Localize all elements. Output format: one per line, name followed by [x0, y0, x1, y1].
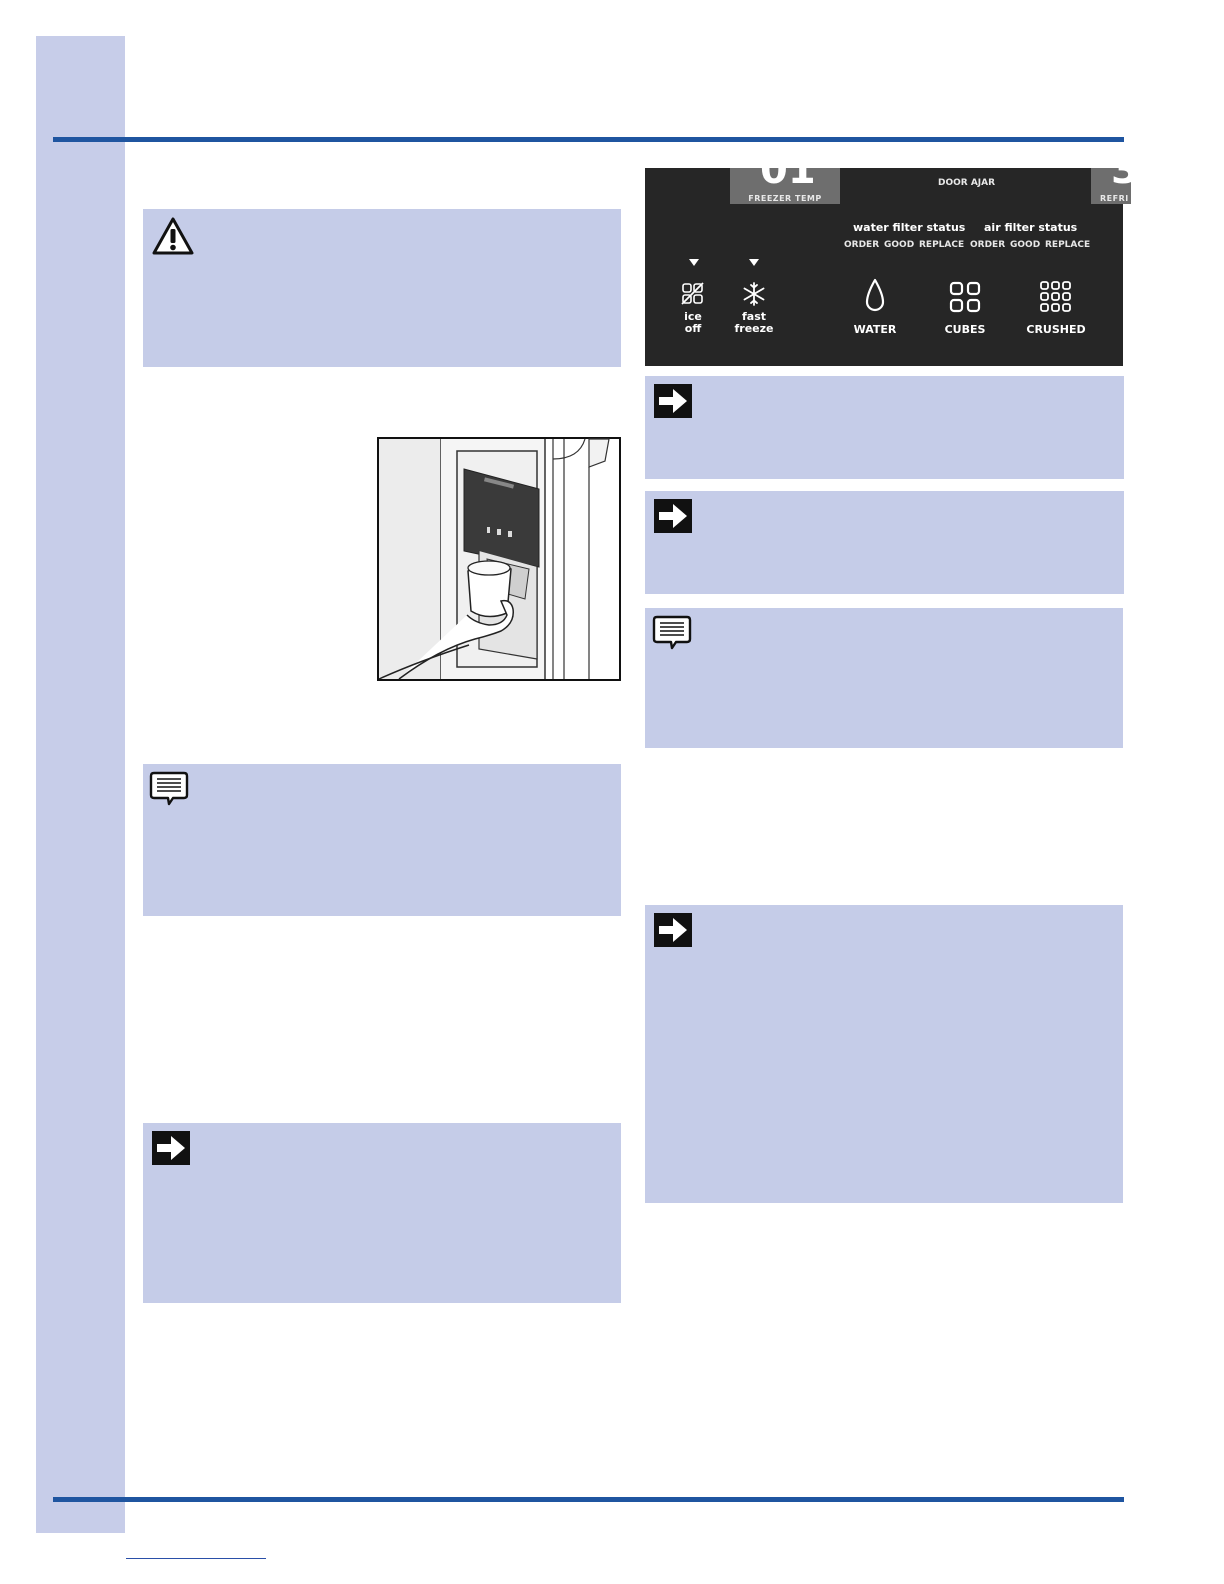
note-callout-right: [645, 608, 1123, 748]
crushed-button[interactable]: [1021, 280, 1091, 338]
footer-rule: [53, 1497, 1124, 1502]
water-filter-replace: REPLACE: [919, 240, 965, 250]
water-filter-order: ORDER: [844, 240, 880, 250]
footer-link-underline[interactable]: [126, 1558, 266, 1559]
air-filter-replace: REPLACE: [1045, 240, 1091, 250]
important-callout-right-1: [645, 376, 1124, 479]
ice-off-icon: [681, 282, 705, 306]
hand-filling-glass-drawing: [379, 439, 619, 679]
fast-freeze-indicator: [749, 259, 759, 266]
freezer-temp-digits: 01: [760, 147, 816, 193]
door-ajar-label: DOOR AJAR: [938, 178, 996, 188]
important-callout-left: [143, 1123, 621, 1303]
ice-off-label-line1: ice: [684, 310, 702, 323]
warning-callout: [143, 209, 621, 367]
dispenser-control-panel: [645, 147, 1139, 366]
arrow-right-icon: [654, 499, 692, 533]
arrow-right-icon: [654, 384, 692, 418]
ice-off-button[interactable]: [675, 282, 711, 340]
ice-off-indicator: [689, 259, 699, 266]
fast-freeze-label-line1: fast: [741, 310, 766, 323]
air-filter-order: ORDER: [970, 240, 1006, 250]
freezer-temp-display: [730, 147, 840, 204]
header-rule: [53, 137, 1124, 142]
important-callout-right-2: [645, 491, 1124, 594]
arrow-right-icon: [152, 1131, 190, 1165]
freezer-temp-label: FREEZER TEMP: [748, 194, 822, 203]
cubes-button[interactable]: [935, 280, 995, 338]
crushed-ice-icon: [1039, 280, 1073, 314]
refrigerator-temp-digit: 3: [1111, 147, 1139, 193]
cubes-label: CUBES: [944, 323, 986, 336]
air-filter-status-label: air filter status: [984, 221, 1078, 234]
refrigerator-temp-label: REFRI: [1100, 194, 1129, 203]
water-button[interactable]: [845, 278, 905, 338]
note-speech-bubble-icon: [652, 615, 692, 651]
water-filter-good: GOOD: [884, 240, 915, 250]
note-callout: [143, 764, 621, 916]
ice-cubes-icon: [948, 280, 982, 314]
snowflake-icon: [742, 282, 766, 306]
fast-freeze-button[interactable]: [731, 282, 777, 340]
warning-triangle-icon: [151, 216, 195, 256]
water-filter-status-label: water filter status: [853, 221, 966, 234]
water-drop-icon: [863, 278, 887, 314]
refrigerator-temp-display: [1091, 147, 1139, 204]
important-callout-right-3: [645, 905, 1123, 1203]
water-label: WATER: [853, 323, 897, 336]
air-filter-good: GOOD: [1010, 240, 1041, 250]
fast-freeze-label-line2: freeze: [734, 322, 774, 335]
crushed-label: CRUSHED: [1026, 323, 1086, 336]
note-speech-bubble-icon: [149, 771, 189, 807]
page-side-strip: [36, 36, 125, 1533]
arrow-right-icon: [654, 913, 692, 947]
ice-off-label-line2: off: [684, 322, 702, 335]
dispenser-illustration: [377, 437, 621, 681]
